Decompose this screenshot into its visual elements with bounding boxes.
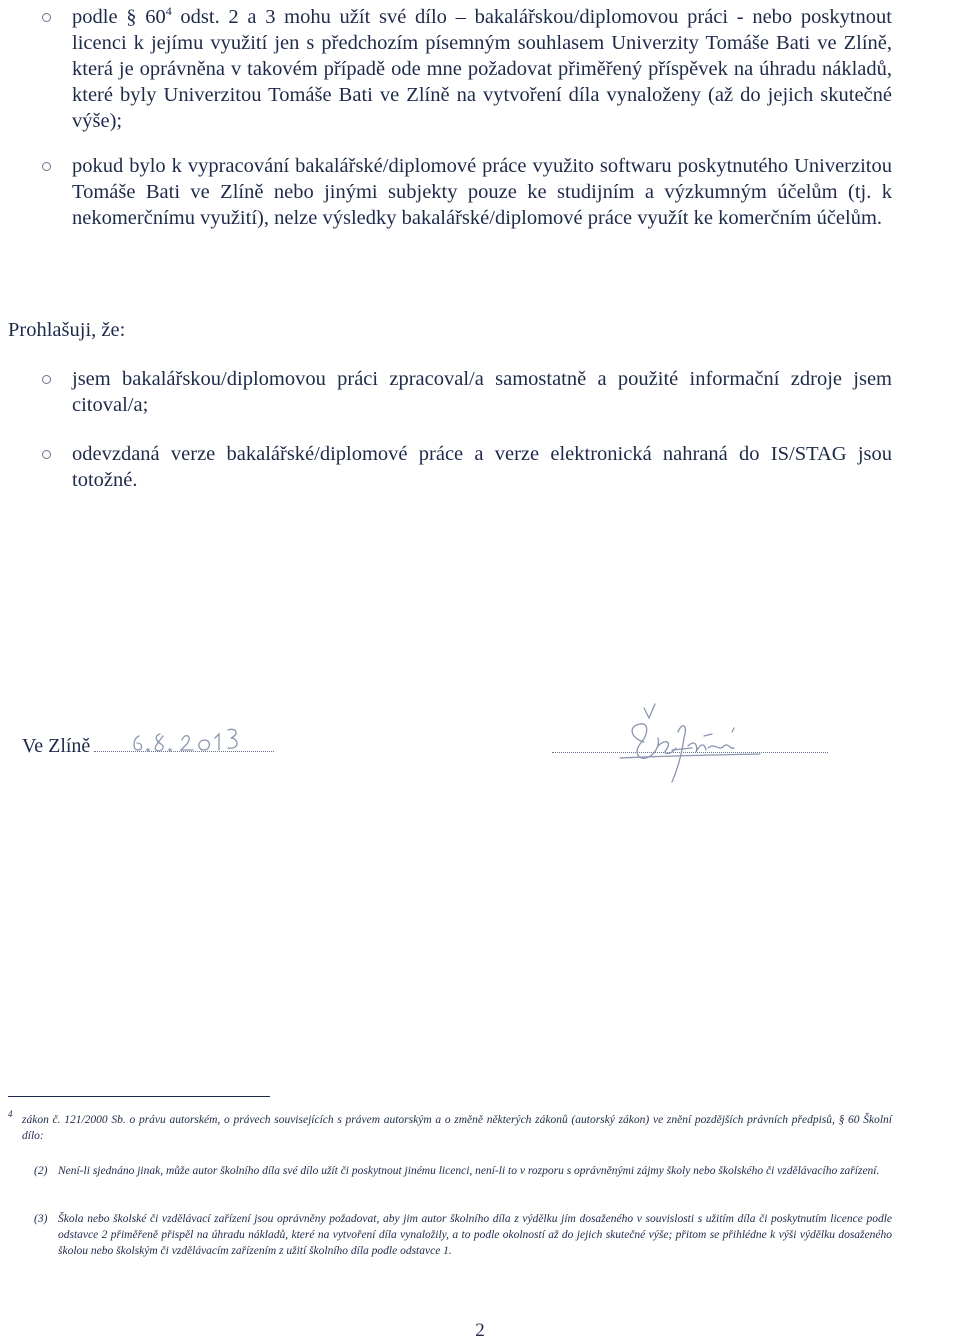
- footnote-main: [8, 1109, 892, 1144]
- bullet-icon: [42, 375, 51, 384]
- footnote-item-number: (2): [34, 1165, 48, 1177]
- bullet-icon: [42, 13, 51, 22]
- footnote-item-text: Není-li sjednáno jinak, může autor školního díla své dílo užít či poskytnout jinému licenci, není-li to v rozporu s oprávněnými zájmy školy nebo školského či vzdělávacího zařízení.: [58, 1165, 880, 1177]
- list-item-text: podle § $60^4$ odst. 2 a 3 mohu užít své dílo – bakalářskou/diplomovou práci - nebo poskytnout licenci k jejímu využití jen s předchozím písemným souhlasem Univerzity Tomáše Bati ve Zlíně, která je oprávněna v takovém případě ode mne požadovat přiměřený příspěvek na úhradu nákladů, které byly Univerzitou Tomáše Bati ve Zlíně na vytvoření díla vynaloženy (až do jejich skutečné výše);: [72, 4, 892, 132]
- footnote-item-text: Škola nebo školské či vzdělávací zařízení jsou oprávněny požadovat, aby jim autor školního díla z výdělku jím dosaženého v souvislosti s užitím díla či poskytnutím licence podle odstavce 2 přiměřeně přispěl na úhradu nákladů, které na vytvoření díla vynaložily, a to podle okolností až do jejich skutečné výše; přitom se přihlédne k výši výdělku dosaženého školou nebo školským či vzdělávacím zařízením z užití školního díla podle odstavce 1.: [58, 1213, 892, 1257]
- place-label: Ve Zlíně: [22, 735, 91, 757]
- list-item-text: odevzdaná verze bakalářské/diplomové práce a verze elektronická nahraná do IS/STAG jsou totožné.: [72, 443, 892, 491]
- bullet-icon: [42, 450, 51, 459]
- footnote-reference: 4: [165, 4, 172, 18]
- declaration-heading: Prohlašuji, že:: [8, 319, 126, 341]
- footnote-item: [8, 1211, 892, 1259]
- footnote-text: zákon č. 121/2000 Sb. o právu autorském, o právech souvisejících s právem autorským a o změně některých zákonů (autorský zákon) ve znění pozdějších právních předpisů, § 60 Školní dílo:: [22, 1114, 892, 1142]
- list-item-declaration-own-work: [38, 366, 892, 418]
- list-item-usage-rights: [38, 4, 892, 134]
- footnote-separator: [8, 1096, 270, 1097]
- handwritten-signature: [600, 698, 780, 788]
- list-item-software-use: [38, 153, 892, 231]
- list-item-declaration-identical-versions: [38, 441, 892, 493]
- handwritten-date: [127, 722, 267, 762]
- footnote-item-number: (3): [34, 1213, 48, 1225]
- list-item-text: jsem bakalářskou/diplomovou práci zpracoval/a samostatně a použité informační zdroje jsem citoval/a;: [72, 368, 892, 416]
- footnote-marker: 4: [8, 1109, 13, 1119]
- list-item-text: pokud bylo k vypracování bakalářské/diplomové práce využito softwaru poskytnutého Univerzitou Tomáše Bati ve Zlíně nebo jinými subjekty pouze ke studijním a výzkumným účelům (tj. k nekomerčnímu využití), nelze výsledky bakalářské/diplomové práce využít ke komerčním účelům.: [72, 155, 892, 229]
- page-number: 2: [475, 1320, 485, 1341]
- bullet-icon: [42, 162, 51, 171]
- footnote-item: [8, 1163, 892, 1179]
